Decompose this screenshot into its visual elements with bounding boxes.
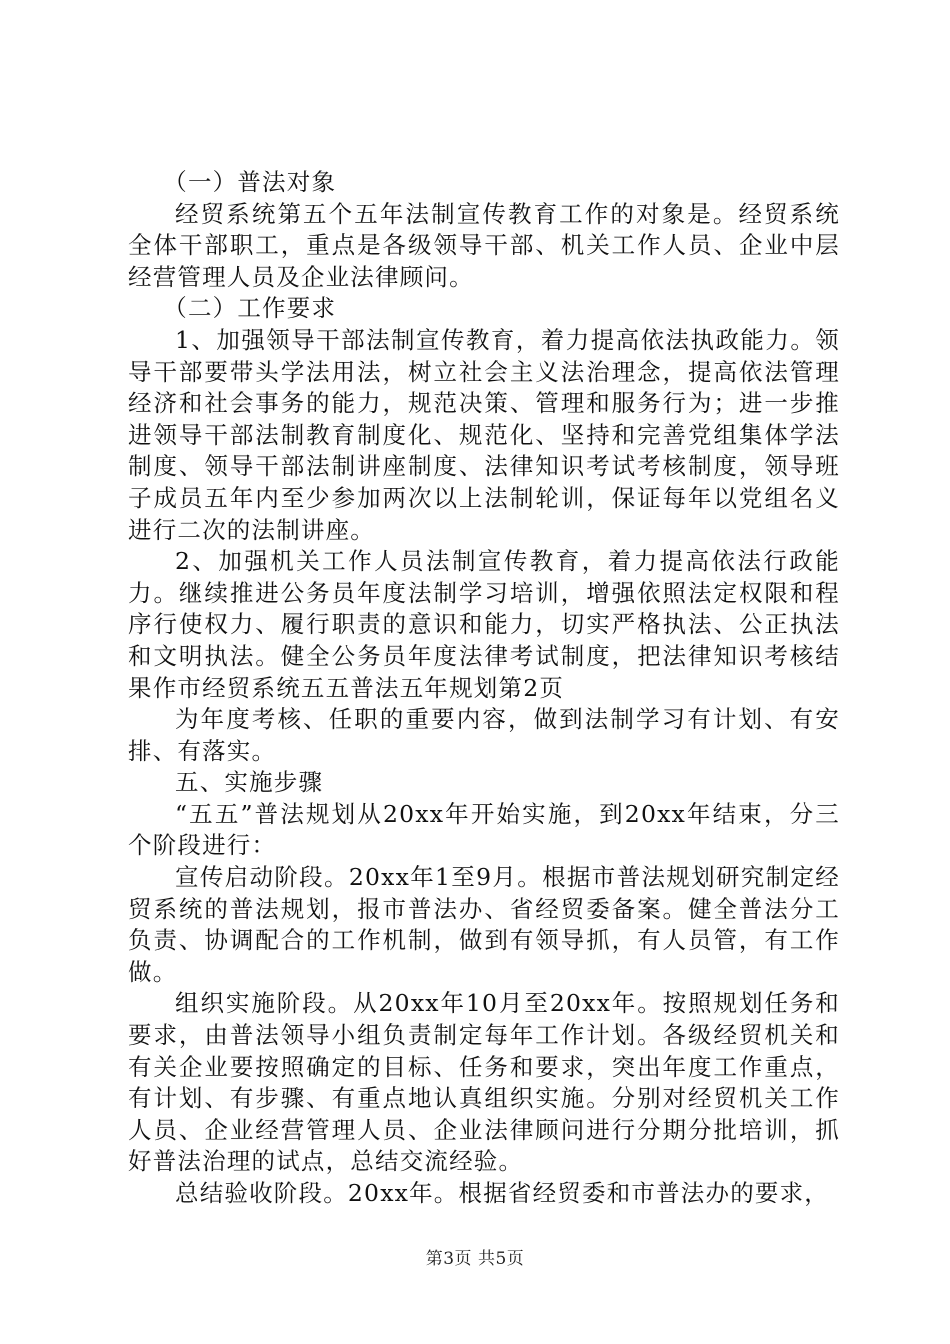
paragraph-requirement-2-cont: 为年度考核、任职的重要内容，做到法制学习有计划、有安排、有落实。 (128, 705, 840, 765)
section-heading-steps: 五、实施步骤 (175, 768, 324, 797)
paragraph-stage-launch: 宣传启动阶段。20xx年1至9月。根据市普法规划研究制定经贸系统的普法规划，报市普法办、省经贸委备案。健全普法分工负责、协调配合的工作机制，做到有领导抓，有人员管，有工作做。 (128, 863, 840, 986)
paragraph-stage-review: 总结验收阶段。20xx年。根据省经贸委和市普法办的要求， (175, 1179, 830, 1207)
section-heading-audience: （一）普法对象 (163, 168, 337, 196)
paragraph-steps-intro: “五五”普法规划从20xx年开始实施，到20xx年结束，分三个阶段进行： (128, 799, 840, 860)
paragraph-stage-implement: 组织实施阶段。从20xx年10月至20xx年。按照规划任务和要求，由普法领导小组负责制定每年工作计划。各级经贸机关和有关企业要按照确定的目标、任务和要求，突出年度工作重点，有计划、有步骤、有重点地认真组织实施。分别对经贸机关工作人员、企业经营管理人员、企业法律顾问进行分期分批培训，抓好普法治理的试点，总结交流经验。 (128, 989, 840, 1176)
paragraph-audience: 经贸系统第五个五年法制宣传教育工作的对象是。经贸系统全体干部职工，重点是各级领导干部、机关工作人员、企业中层经营管理人员及企业法律顾问。 (128, 199, 840, 291)
paragraph-requirement-2: 2、加强机关工作人员法制宣传教育，着力提高依法行政能力。继续推进公务员年度法制学习培训，增强依照法定权限和程序行使权力、履行职责的意识和能力，切实严格执法、公正执法和文明执法。健全公务员年度法律考试制度，把法律知识考核结果作市经贸系统五五普法五年规划第2页 (128, 547, 840, 702)
page-footer: 第3页 共5页 (425, 1249, 525, 1269)
paragraph-requirement-1: 1、加强领导干部法制宣传教育，着力提高依法执政能力。领导干部要带头学法用法，树立社会主义法治理念，提高依法管理经济和社会事务的能力，规范决策、管理和服务行为；进一步推进领导干部法制教育制度化、规范化、坚持和完善党组集体学法制度、领导干部法制讲座制度、法律知识考试考核制度，领导班子成员五年内至少参加两次以上法制轮训，保证每年以党组名义进行二次的法制讲座。 (128, 325, 840, 544)
section-heading-requirements: （二）工作要求 (163, 294, 337, 323)
document-body (128, 167, 840, 1210)
